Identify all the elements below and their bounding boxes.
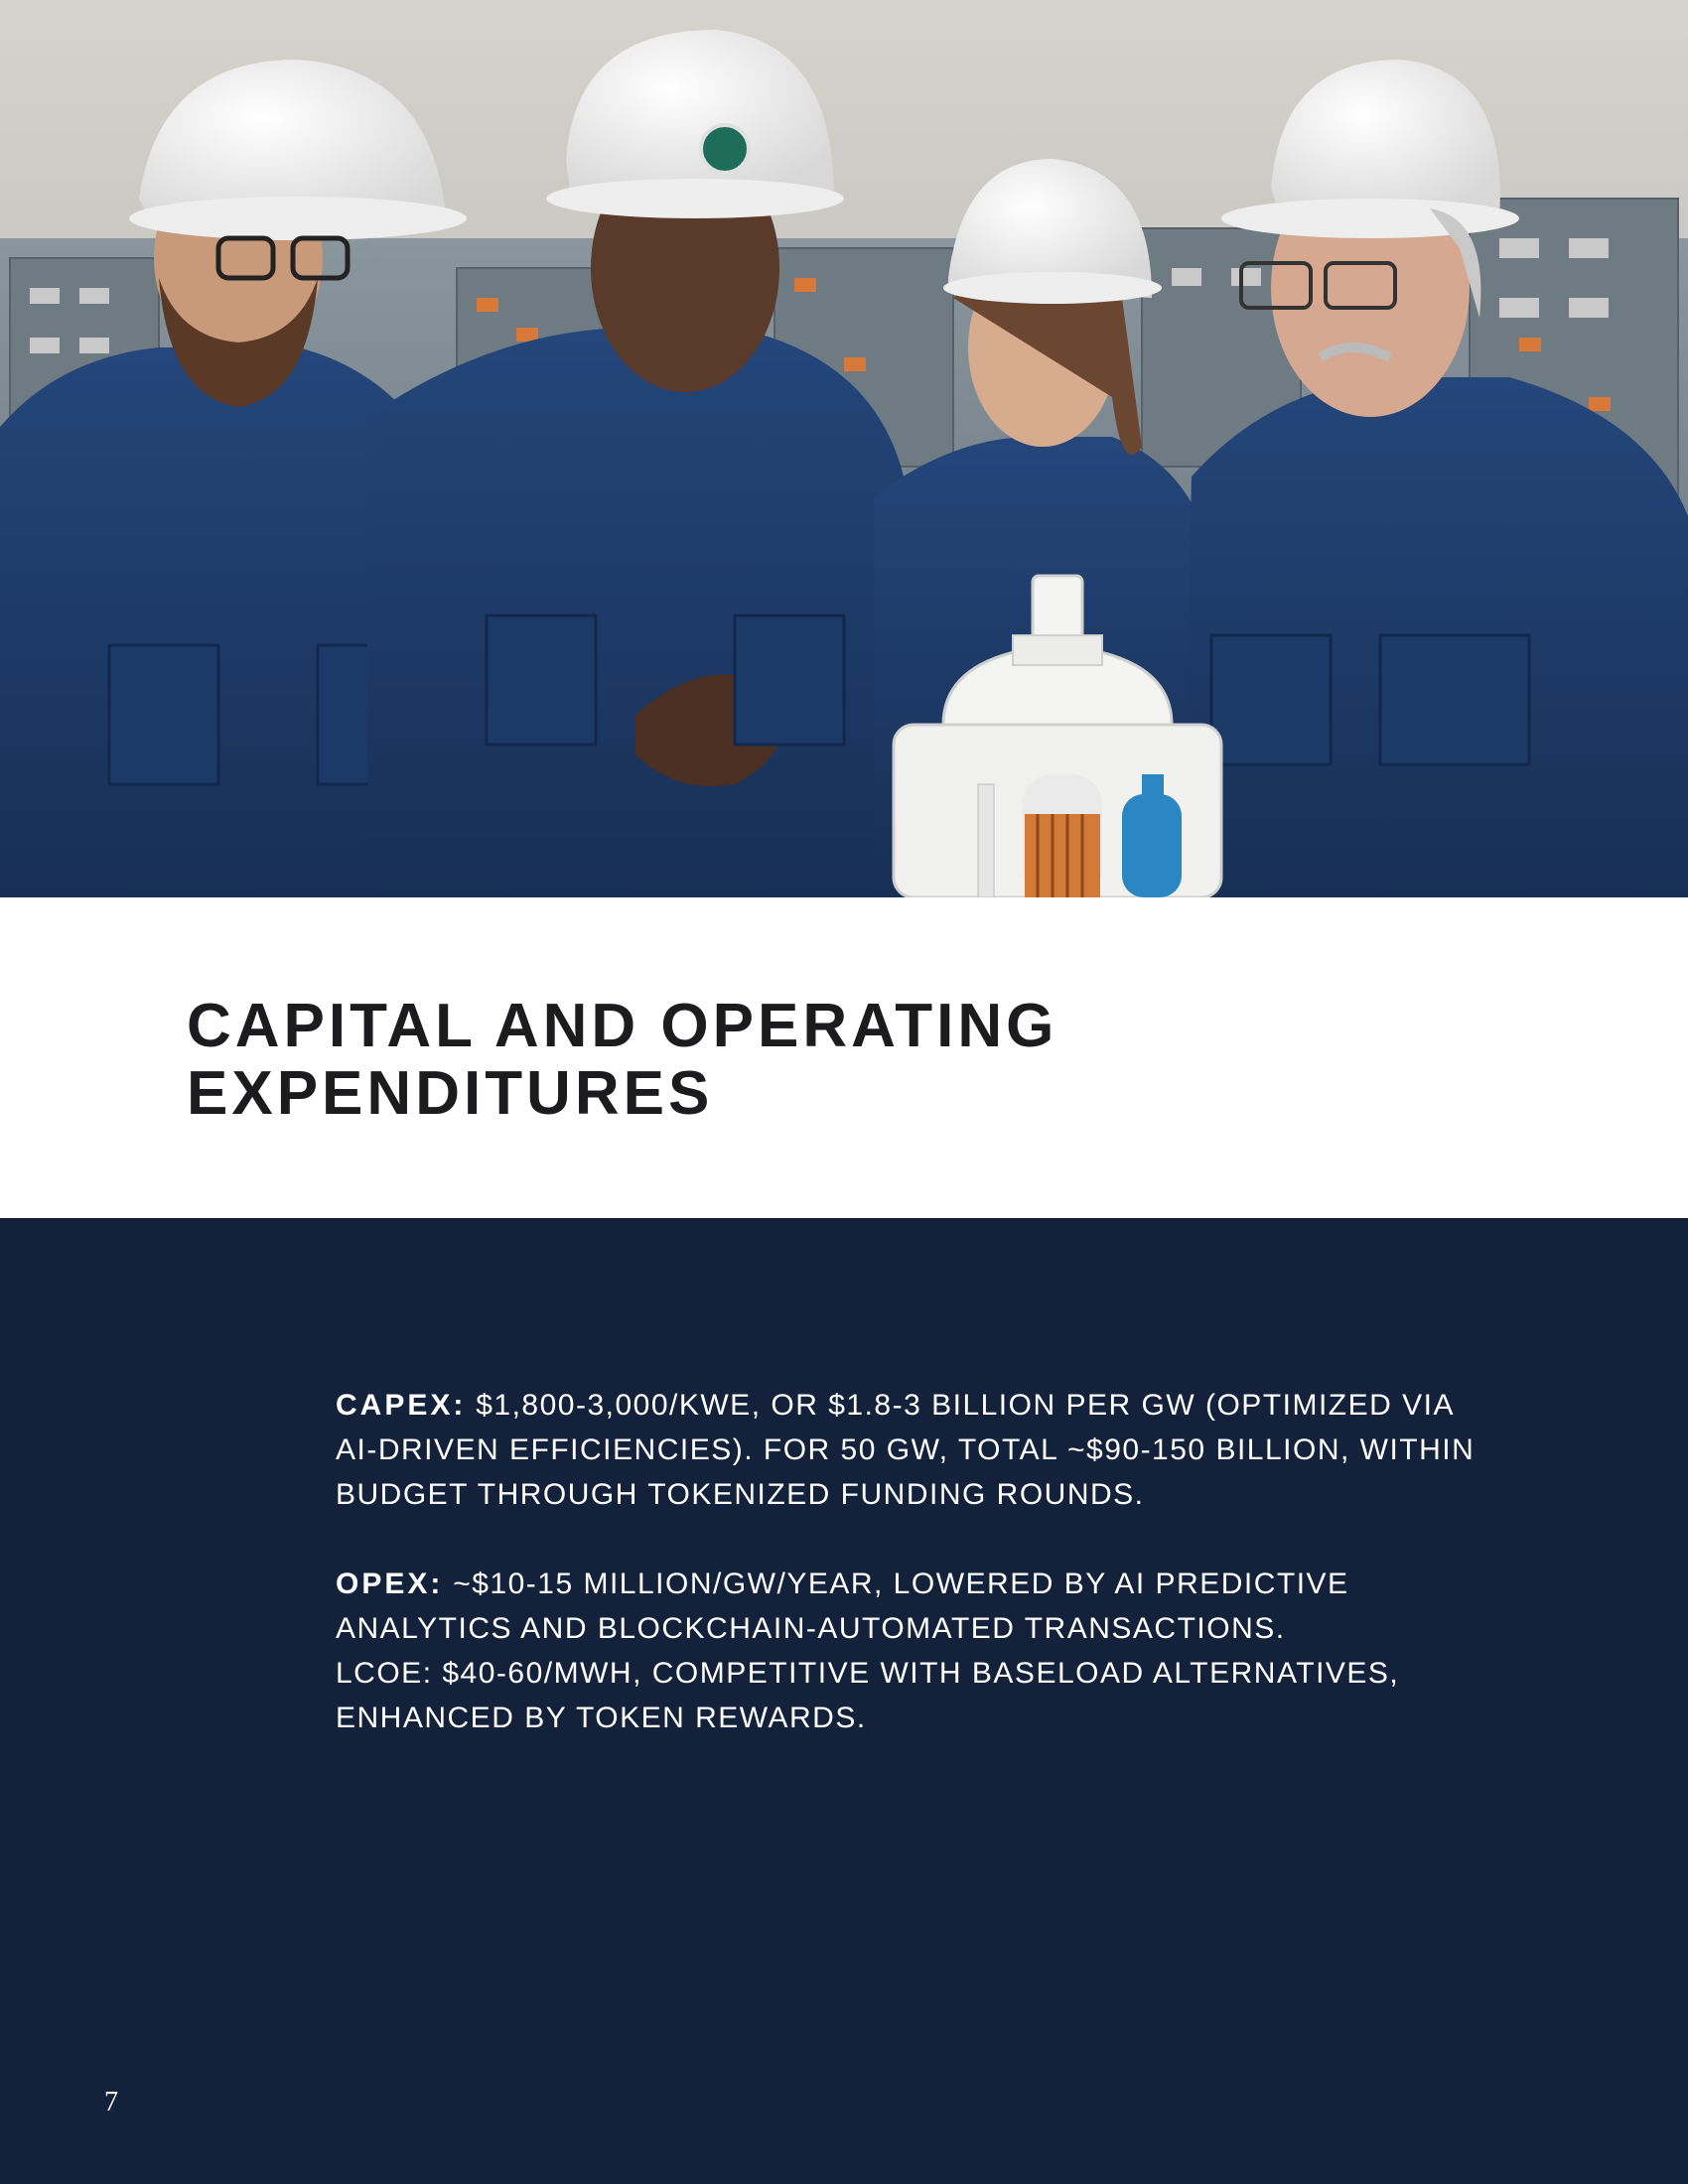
opex-label: OPEX: (336, 1568, 444, 1600)
page-number: 7 (104, 2087, 118, 2117)
body-text (336, 1383, 1567, 1785)
capex-paragraph (336, 1383, 1567, 1517)
title-band (0, 897, 1688, 1218)
capex-label: CAPEX: (336, 1389, 467, 1422)
capex-line-1 (336, 1383, 1567, 1428)
opex-text-1: ~$10-15 MILLION/GW/YEAR, LOWERED BY AI PREDICTIVE (453, 1568, 1349, 1600)
page-title-line-2: EXPENDITURES (187, 1059, 714, 1128)
capex-text-1: $1,800-3,000/KWE, OR $1.8-3 BILLION PER GW (OPTIMIZED VIA (476, 1389, 1455, 1422)
engineers-photo-icon (0, 0, 1688, 897)
page-title (187, 993, 1477, 1128)
capex-line-3: BUDGET THROUGH TOKENIZED FUNDING ROUNDS. (336, 1478, 1145, 1511)
capex-line-2: AI-DRIVEN EFFICIENCIES). FOR 50 GW, TOTAL ~$90-150 BILLION, WITHIN (336, 1433, 1476, 1466)
opex-line-1 (336, 1562, 1567, 1606)
lcoe-line-2: ENHANCED BY TOKEN REWARDS. (336, 1702, 867, 1734)
opex-paragraph (336, 1562, 1567, 1740)
hero-photo (0, 0, 1688, 897)
page-title-line-1: CAPITAL AND OPERATING (187, 992, 1058, 1060)
content-panel (0, 1218, 1688, 2184)
lcoe-line-1: LCOE: $40-60/MWH, COMPETITIVE WITH BASELOAD ALTERNATIVES, (336, 1657, 1400, 1690)
opex-line-2: ANALYTICS AND BLOCKCHAIN-AUTOMATED TRANSACTIONS. (336, 1612, 1286, 1645)
